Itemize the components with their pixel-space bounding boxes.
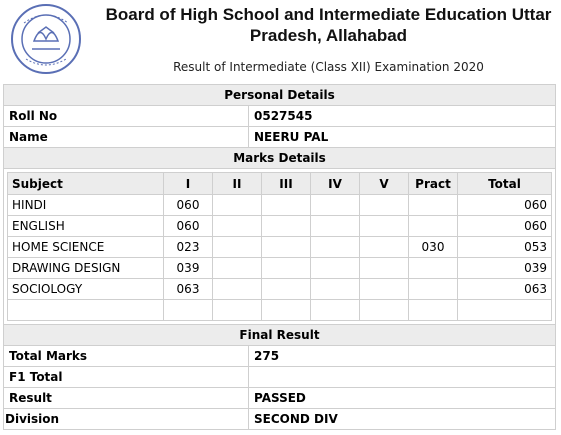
marks-cell <box>262 237 311 258</box>
exam-title: Result of Intermediate (Class XII) Examination 2020 <box>173 60 484 74</box>
f1-total-label: F1 Total <box>4 367 249 388</box>
marks-cell: 063 <box>458 279 552 300</box>
marks-row <box>8 216 552 237</box>
name-row <box>4 127 556 148</box>
marks-cell: 030 <box>409 237 458 258</box>
marks-cell: 039 <box>458 258 552 279</box>
marks-cell <box>360 258 409 279</box>
marks-cell <box>262 279 311 300</box>
marks-body <box>8 195 552 321</box>
marks-cell <box>213 195 262 216</box>
marks-cell: 039 <box>164 258 213 279</box>
marks-cell: 023 <box>164 237 213 258</box>
marks-cell <box>213 279 262 300</box>
marks-cell <box>360 216 409 237</box>
marks-cell: 060 <box>458 216 552 237</box>
total-marks-row <box>4 346 556 367</box>
col-ii: II <box>213 173 262 195</box>
marks-header-row <box>8 173 552 195</box>
marks-container <box>4 169 556 325</box>
marks-cell <box>311 195 360 216</box>
marks-cell <box>458 300 552 321</box>
subject-cell: SOCIOLOGY <box>8 279 164 300</box>
marks-cell <box>360 279 409 300</box>
subject-cell: HINDI <box>8 195 164 216</box>
subject-cell: DRAWING DESIGN <box>8 258 164 279</box>
f1-total-row <box>4 367 556 388</box>
final-result-heading: Final Result <box>4 325 556 346</box>
marks-cell <box>360 237 409 258</box>
name-label: Name <box>4 127 249 148</box>
marks-row <box>8 195 552 216</box>
marks-cell <box>409 258 458 279</box>
roll-label: Roll No <box>4 106 249 127</box>
f1-total-value <box>249 367 556 388</box>
result-table <box>3 84 556 430</box>
col-subject: Subject <box>8 173 164 195</box>
marks-cell <box>262 195 311 216</box>
board-title: Board of High School and Intermediate Education Uttar Pradesh, Allahabad <box>105 5 552 45</box>
division-value: SECOND DIV <box>249 409 556 430</box>
col-v: V <box>360 173 409 195</box>
marks-cell <box>213 258 262 279</box>
subject-cell: ENGLISH <box>8 216 164 237</box>
marks-cell: 053 <box>458 237 552 258</box>
personal-details-heading: Personal Details <box>4 85 556 106</box>
marks-cell <box>213 216 262 237</box>
marks-cell <box>409 279 458 300</box>
roll-row <box>4 106 556 127</box>
total-marks-label: Total Marks <box>4 346 249 367</box>
division-label: Division <box>4 409 249 430</box>
up-government-seal-icon <box>10 3 82 75</box>
result-label: Result <box>4 388 249 409</box>
marks-cell <box>360 195 409 216</box>
name-value: NEERU PAL <box>249 127 556 148</box>
marks-table <box>7 172 552 321</box>
col-pract: Pract <box>409 173 458 195</box>
marks-cell: 063 <box>164 279 213 300</box>
marks-cell <box>311 279 360 300</box>
marks-cell <box>311 237 360 258</box>
marks-cell <box>311 216 360 237</box>
marks-row <box>8 279 552 300</box>
marks-cell: 060 <box>164 195 213 216</box>
subject-cell <box>8 300 164 321</box>
result-row <box>4 388 556 409</box>
col-i: I <box>164 173 213 195</box>
marks-cell <box>311 300 360 321</box>
total-marks-value: 275 <box>249 346 556 367</box>
marks-cell <box>409 216 458 237</box>
marks-cell: 060 <box>164 216 213 237</box>
marks-cell <box>164 300 213 321</box>
marks-cell <box>409 195 458 216</box>
subject-cell: HOME SCIENCE <box>8 237 164 258</box>
roll-value: 0527545 <box>249 106 556 127</box>
marks-cell <box>409 300 458 321</box>
marks-row <box>8 237 552 258</box>
marks-cell <box>262 300 311 321</box>
marks-cell <box>213 237 262 258</box>
marks-cell <box>311 258 360 279</box>
marks-cell <box>262 216 311 237</box>
marks-details-heading: Marks Details <box>4 148 556 169</box>
marks-row <box>8 258 552 279</box>
col-total: Total <box>458 173 552 195</box>
col-iv: IV <box>311 173 360 195</box>
result-value: PASSED <box>249 388 556 409</box>
marks-cell <box>262 258 311 279</box>
marks-row <box>8 300 552 321</box>
marks-cell: 060 <box>458 195 552 216</box>
col-iii: III <box>262 173 311 195</box>
marks-cell <box>213 300 262 321</box>
page-header <box>0 0 561 82</box>
division-row <box>4 409 556 430</box>
marks-cell <box>360 300 409 321</box>
